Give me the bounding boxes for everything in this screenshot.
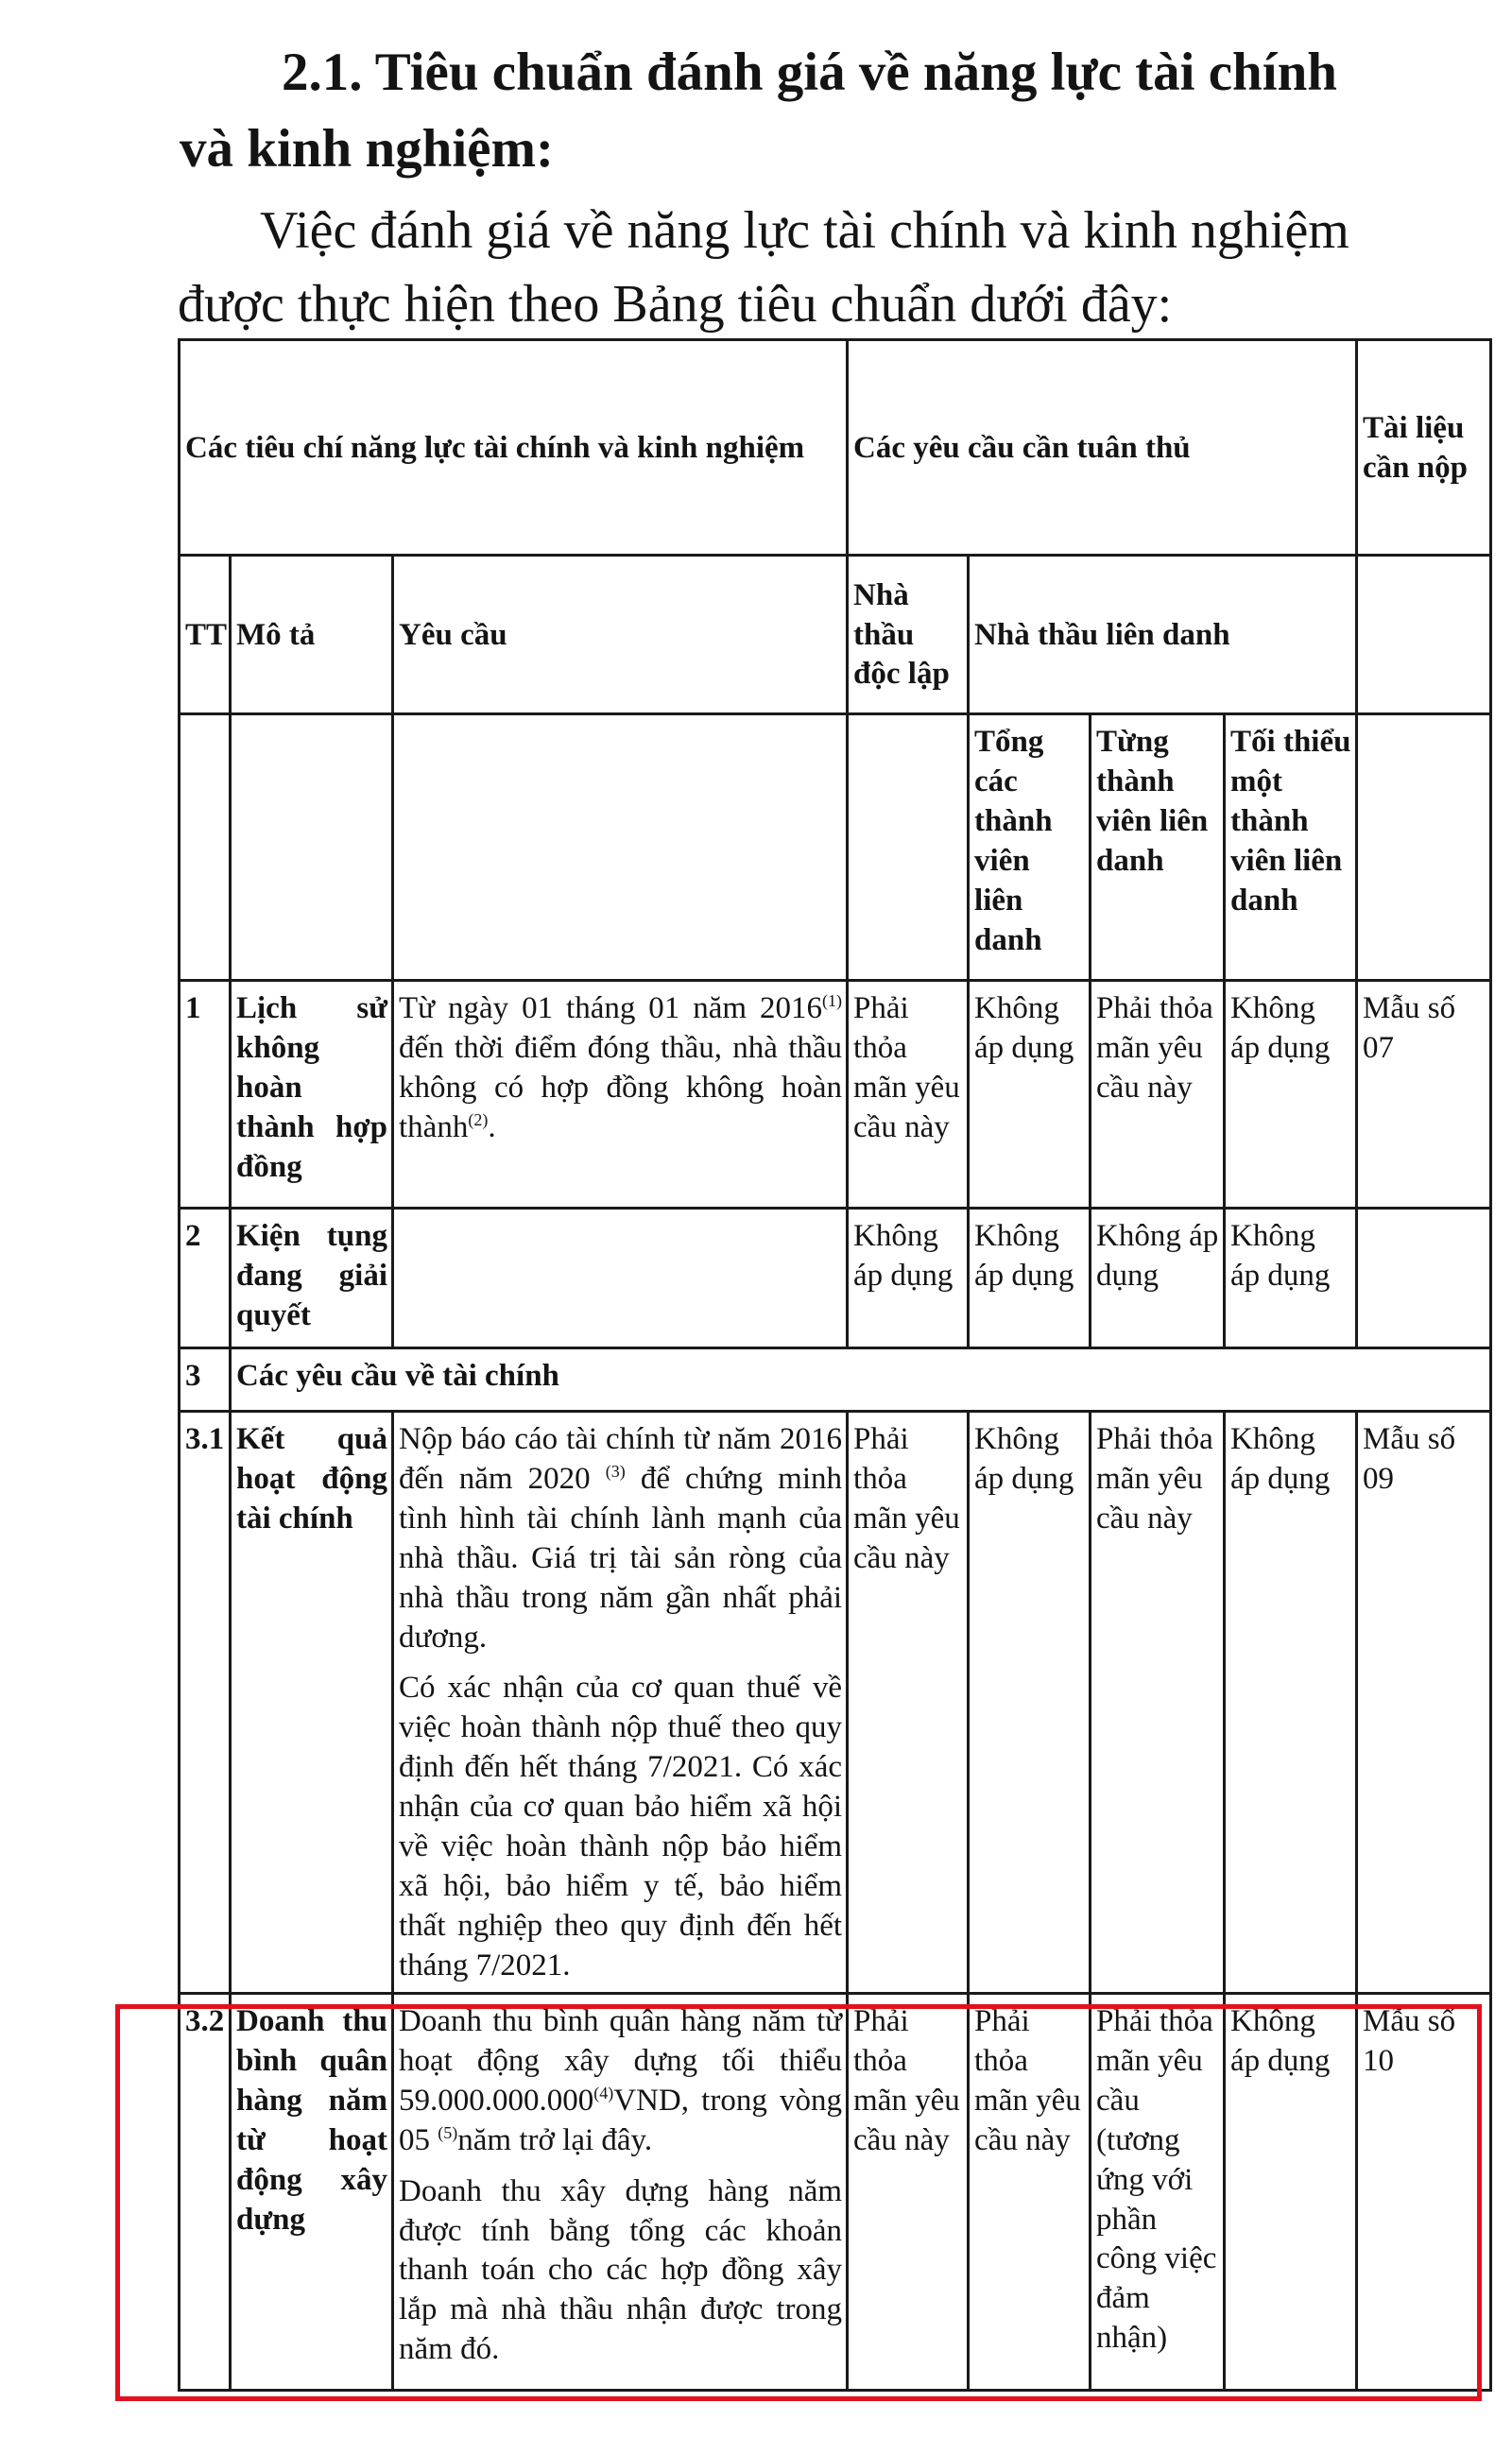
section-heading-line-1: 2.1. Tiêu chuẩn đánh giá về năng lực tài chính	[282, 43, 1337, 102]
row-requirement: Nộp báo cáo tài chính từ năm 2016 đến năm 2020 $^{(3)}$ để chứng minh tình hình tài chính lành mạnh của nhà thầu. Giá trị tài sản ròng của nhà thầu trong năm gần nhất phải dương. Có xác nhận của cơ quan thuế về việc hoàn thành nộp thuế theo quy định đến hết tháng 7/2021. Có xác nhận của cơ quan bảo hiểm xã hội về việc hoàn thành nộp bảo hiểm xã hội, bảo hiểm y tế, bảo hiểm thất nghiệp theo quy định đến hết tháng 7/2021.	[393, 1412, 848, 1994]
table-row	[180, 981, 1491, 1209]
row-tt: 1	[180, 981, 231, 1209]
row-jv-min: Không áp dụng	[1225, 1994, 1357, 2391]
row-jv-each: Phải thỏa mãn yêu cầu này	[1091, 981, 1225, 1209]
row-document: Mẫu số 07	[1357, 981, 1491, 1209]
header-joint-venture: Nhà thầu liên danh	[969, 556, 1357, 714]
row-description: Kết quả hoạt động tài chính	[231, 1412, 393, 1994]
row-tt: 3.2	[180, 1994, 231, 2391]
empty-cell	[848, 714, 969, 981]
header-documents: Tài liệu cần nộp	[1357, 340, 1491, 556]
header-requirements: Các yêu cầu cần tuân thủ	[848, 340, 1357, 556]
row-independent: Không áp dụng	[848, 1209, 969, 1348]
header-requirement: Yêu cầu	[393, 556, 848, 714]
table-header-row-1	[180, 340, 1491, 556]
row-description: Doanh thu bình quân hàng năm từ hoạt động xây dựng	[231, 1994, 393, 2391]
table-row-highlighted	[180, 1994, 1491, 2391]
row-tt: 3.1	[180, 1412, 231, 1994]
row-document: Mẫu số 09	[1357, 1412, 1491, 1994]
section-title: Các yêu cầu về tài chính	[231, 1348, 1491, 1412]
empty-cell	[180, 714, 231, 981]
header-jv-each: Từng thành viên liên danh	[1091, 714, 1225, 981]
empty-cell	[1357, 714, 1491, 981]
intro-line-1: Việc đánh giá về năng lực tài chính và kinh nghiệm	[260, 201, 1349, 260]
header-independent: Nhà thầu độc lập	[848, 556, 969, 714]
row-document-empty	[1357, 1209, 1491, 1348]
row-jv-each: Không áp dụng	[1091, 1209, 1225, 1348]
header-tt: TT	[180, 556, 231, 714]
row-jv-each: Phải thỏa mãn yêu cầu (tương ứng với phần công việc đảm nhận)	[1091, 1994, 1225, 2391]
row-independent: Phải thỏa mãn yêu cầu này	[848, 1412, 969, 1994]
row-description: Lịch sử không hoàn thành hợp đồng	[231, 981, 393, 1209]
table-header-row-2	[180, 556, 1491, 714]
header-jv-total: Tổng các thành viên liên danh	[969, 714, 1091, 981]
empty-cell	[393, 714, 848, 981]
empty-cell	[231, 714, 393, 981]
table-section-row	[180, 1348, 1491, 1412]
section-heading-line-2: và kinh nghiệm:	[180, 119, 554, 179]
row-jv-each: Phải thỏa mãn yêu cầu này	[1091, 1412, 1225, 1994]
row-requirement: Từ ngày 01 tháng 01 năm 2016$^{(1)}$ đến thời điểm đóng thầu, nhà thầu không có hợp đồng không hoàn thành$^{(2)}$.	[393, 981, 848, 1209]
row-document: Mẫu số 10	[1357, 1994, 1491, 2391]
row-independent: Phải thỏa mãn yêu cầu này	[848, 1994, 969, 2391]
header-empty-cell	[1357, 556, 1491, 714]
row-jv-total: Không áp dụng	[969, 1209, 1091, 1348]
row-jv-min: Không áp dụng	[1225, 1412, 1357, 1994]
table-header-row-3	[180, 714, 1491, 981]
header-criteria: Các tiêu chí năng lực tài chính và kinh nghiệm	[180, 340, 848, 556]
row-description: Kiện tụng đang giải quyết	[231, 1209, 393, 1348]
row-jv-total: Không áp dụng	[969, 1412, 1091, 1994]
row-jv-min: Không áp dụng	[1225, 981, 1357, 1209]
row-requirement: Doanh thu bình quân hàng năm từ hoạt động xây dựng tối thiểu 59.000.000.000$^{(4)}$VND, trong vòng 05 $^{(5)}$năm trở lại đây. Doanh thu xây dựng hàng năm được tính bằng tổng các khoản thanh toán cho các hợp đồng xây lắp mà nhà thầu nhận được trong năm đó.	[393, 1994, 848, 2391]
row-tt: 2	[180, 1209, 231, 1348]
row-jv-min: Không áp dụng	[1225, 1209, 1357, 1348]
table-row	[180, 1412, 1491, 1994]
row-requirement-empty	[393, 1209, 848, 1348]
row-independent: Phải thỏa mãn yêu cầu này	[848, 981, 969, 1209]
table-row	[180, 1209, 1491, 1348]
header-description: Mô tả	[231, 556, 393, 714]
header-jv-min-one: Tối thiểu một thành viên liên danh	[1225, 714, 1357, 981]
row-jv-total: Không áp dụng	[969, 981, 1091, 1209]
row-tt: 3	[180, 1348, 231, 1412]
intro-line-2: được thực hiện theo Bảng tiêu chuẩn dưới đây:	[178, 275, 1173, 334]
criteria-table	[178, 338, 1492, 2392]
row-jv-total: Phải thỏa mãn yêu cầu này	[969, 1994, 1091, 2391]
